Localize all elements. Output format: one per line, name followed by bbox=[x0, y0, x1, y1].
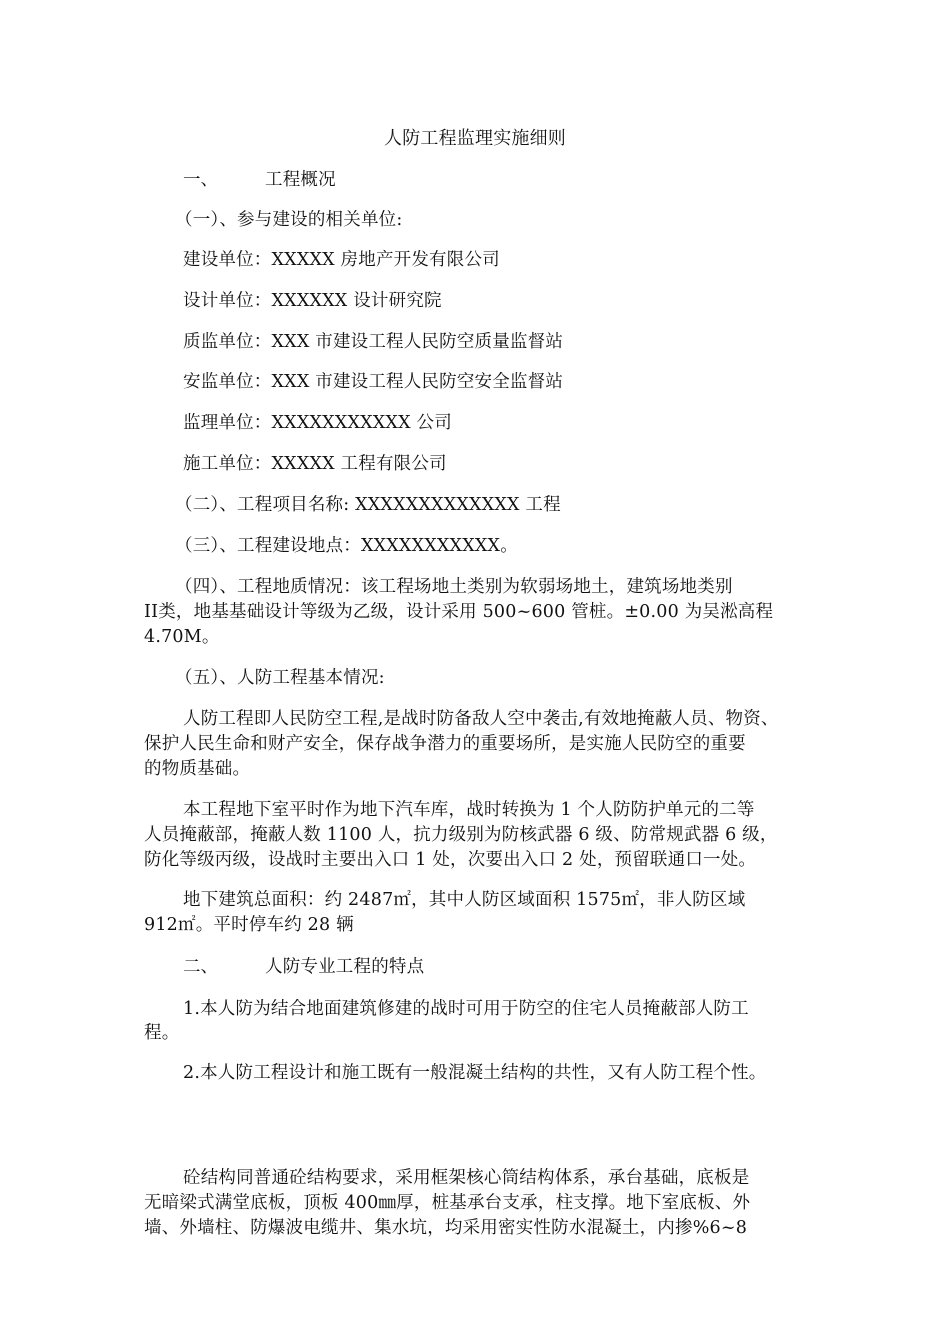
section-2-number: 二、 bbox=[183, 957, 218, 977]
project-desc-line-2: 人员掩蔽部，掩蔽人数 1100 人，抗力级别为防核武器 6 级、防常规武器 6 级， bbox=[144, 825, 778, 845]
section-1-number: 一、 bbox=[183, 170, 218, 190]
project-name: （二）、工程项目名称: XXXXXXXXXXXXX 工程 bbox=[175, 495, 561, 515]
unit-safety-supervision: 安监单位：XXX 市建设工程人民防空安全监督站 bbox=[183, 372, 564, 392]
project-location: （三）、工程建设地点：XXXXXXXXXXX。 bbox=[175, 536, 518, 556]
definition-line-1: 人防工程即人民防空工程,是战时防备敌人空中袭击,有效地掩蔽人员、物资、 bbox=[183, 709, 779, 729]
unit-quality-supervision: 质监单位：XXX 市建设工程人民防空质量监督站 bbox=[183, 332, 564, 352]
definition-line-2: 保护人民生命和财产安全，保存战争潜力的重要场所，是实施人民防空的重要 bbox=[144, 734, 746, 754]
participants-heading: （一）、参与建设的相关单位: bbox=[175, 210, 403, 230]
page-title: 人防工程监理实施细则 bbox=[384, 128, 566, 149]
structure-line-2: 无暗梁式满堂底板，顶板 400㎜厚，桩基承台支承，柱支撑。地下室底板、外 bbox=[144, 1193, 751, 1213]
basic-info-heading: （五）、人防工程基本情况: bbox=[175, 668, 385, 688]
unit-construction: 建设单位：XXXXX 房地产开发有限公司 bbox=[183, 250, 500, 270]
definition-line-3: 的物质基础。 bbox=[144, 759, 251, 779]
geology-line-3: 4.70M。 bbox=[144, 627, 220, 647]
unit-supervision: 监理单位：XXXXXXXXXXX 公司 bbox=[183, 413, 452, 433]
structure-line-1: 砼结构同普通砼结构要求，采用框架核心筒结构体系，承台基础，底板是 bbox=[183, 1168, 750, 1188]
project-desc-line-1: 本工程地下室平时作为地下汽车库，战时转换为 1 个人防防护单元的二等 bbox=[183, 800, 755, 820]
geology-line-1: （四）、工程地质情况：该工程场地土类别为软弱场地土，建筑场地类别 bbox=[175, 577, 733, 597]
feature-2: 2.本人防工程设计和施工既有一般混凝土结构的共性，又有人防工程个性。 bbox=[183, 1063, 767, 1083]
feature-1-line-1: 1.本人防为结合地面建筑修建的战时可用于防空的住宅人员掩蔽部人防工 bbox=[183, 999, 749, 1019]
area-line-2: 912㎡。平时停车约 28 辆 bbox=[144, 915, 354, 935]
unit-design: 设计单位：XXXXXX 设计研究院 bbox=[183, 291, 442, 311]
geology-line-2: II类，地基基础设计等级为乙级，设计采用 500~600 管桩。±0.00 为吴淞高程 bbox=[144, 602, 774, 622]
unit-contractor: 施工单位：XXXXX 工程有限公司 bbox=[183, 454, 447, 474]
project-desc-line-3: 防化等级丙级，设战时主要出入口 1 处，次要出入口 2 处，预留联通口一处。 bbox=[144, 850, 757, 870]
section-1-heading: 工程概况 bbox=[265, 170, 336, 190]
section-2-heading: 人防专业工程的特点 bbox=[265, 957, 425, 977]
feature-1-line-2: 程。 bbox=[144, 1023, 180, 1043]
area-line-1: 地下建筑总面积：约 2487㎡，其中人防区域面积 1575㎡，非人防区域 bbox=[183, 890, 746, 910]
structure-line-3: 墙、外墙柱、防爆波电缆井、集水坑，均采用密实性防水混凝土，内掺%6~8 bbox=[144, 1218, 748, 1238]
